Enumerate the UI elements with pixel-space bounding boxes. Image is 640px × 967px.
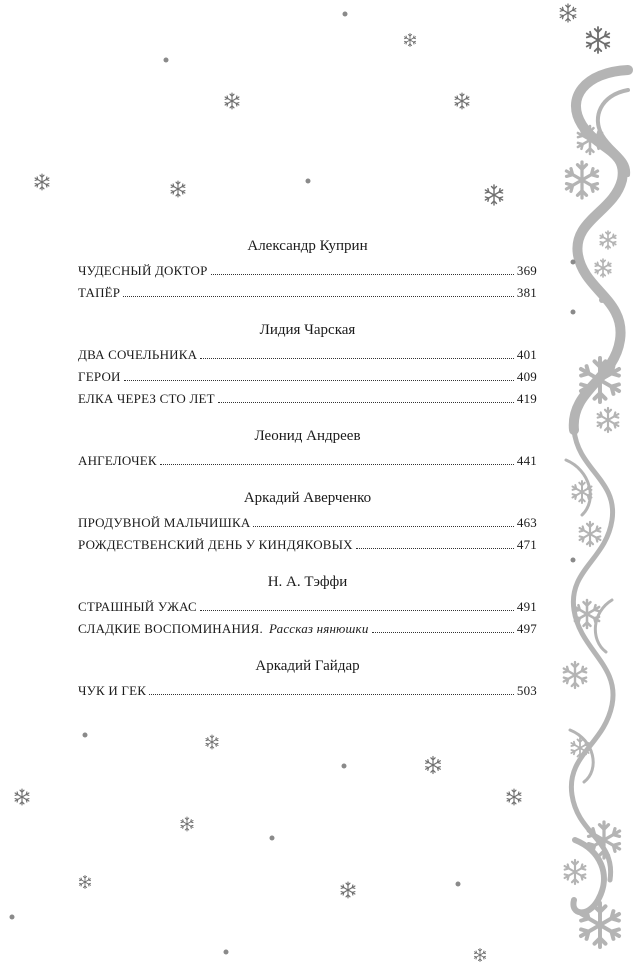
page-number: 401 [516,347,537,362]
toc-entry[interactable] [78,282,537,304]
snowflake-icon [181,817,193,831]
snowflake-icon [341,882,355,898]
snowflake-icon [171,181,185,197]
dot-leader [123,296,514,297]
page-number: 419 [516,391,537,406]
snowflake-icon [588,822,619,858]
snowflake-icon [575,600,599,628]
snowflake-icon [587,27,610,53]
snowflake-icon [426,757,441,774]
author-heading: Леонид Андреев [254,428,361,444]
entry-title: РОЖДЕСТВЕНСКИЙ ДЕНЬ У КИНДЯКОВЫХ [78,537,353,552]
snowflake-icon [35,174,49,190]
author-heading: Н. А. Тэффи [267,574,348,590]
page-number: 497 [516,621,537,636]
snowflake-icon [580,522,601,546]
entry-title: ГЕРОИ [78,369,121,384]
entry-title: ДВА СОЧЕЛЬНИКА [78,347,198,362]
dot-leader [372,632,514,633]
entry-title: СЛАДКИЕ ВОСПОМИНАНИЯ. [78,621,263,636]
author-heading: Александр Куприн [247,238,368,254]
toc-entry[interactable] [78,534,537,556]
ornament-snowflake-icons [564,126,620,947]
snowflake-icon [565,860,586,884]
author-heading: Лидия Чарская [259,322,356,338]
toc-entry[interactable] [78,596,537,618]
swirl-ornament-icon [566,70,628,912]
toc-entry[interactable] [78,512,537,534]
dot-leader [200,358,514,359]
snowflake-icon [79,876,90,889]
snowflake-icon [404,34,415,47]
page-number: 441 [516,453,537,468]
entry-subtitle: Рассказ нянюшки [268,621,369,636]
snowflake-icon [206,735,218,749]
snowflake-icon [595,259,611,277]
snowflake-icon [15,789,29,805]
snowflake-icon [564,662,587,688]
page-number: 463 [516,515,537,530]
snowflake-icon [598,408,619,432]
entry-title: СТРАШНЫЙ УЖАС [78,599,197,614]
entry-title: ЧУК И ГЕК [78,683,147,698]
dot-leader [218,402,514,403]
toc-entry[interactable] [78,260,537,282]
entry-title: ПРОДУВНОЙ МАЛЬЧИШКА [78,515,251,530]
table-of-contents [78,236,537,702]
snowflake-icon [560,4,576,22]
page-number: 381 [516,285,537,300]
snowflake-icon [474,949,485,962]
dot-leader [160,464,514,465]
page-number: 491 [516,599,537,614]
snowflake-icon [581,903,619,947]
dot-leader [149,694,514,695]
toc-entry[interactable] [78,344,537,366]
snowflake-icon [572,481,591,503]
dot-leader [356,548,514,549]
author-heading: Аркадий Гайдар [255,658,360,674]
toc-entry[interactable] [78,388,537,410]
page-number: 503 [516,683,537,698]
page-number: 409 [516,369,537,384]
page-number: 369 [516,263,537,278]
snowflake-icon [455,93,469,109]
toc-entry[interactable] [78,450,537,472]
dot-leader [211,274,514,275]
toc-entry[interactable] [78,618,537,640]
toc-entry[interactable] [78,366,537,388]
dot-leader [124,380,514,381]
snowflake-icon [225,93,239,109]
snowflake-icon [566,162,597,198]
snowflake-icon [600,231,616,249]
snowflake-icon [485,185,502,205]
author-heading: Аркадий Аверченко [243,490,372,506]
entry-title: ЧУДЕСНЫЙ ДОКТОР [78,263,208,278]
snowflake-icon [507,789,521,805]
entry-title: ТАПЁР [78,285,121,300]
page-number: 471 [516,537,537,552]
dot-leader [253,526,513,527]
entry-title: АНГЕЛОЧЕК [78,453,157,468]
entry-title: ЕЛКА ЧЕРЕЗ СТО ЛЕТ [78,391,215,406]
toc-entry[interactable] [78,680,537,702]
snowflake-icon [581,358,619,402]
dot-leader [200,610,514,611]
